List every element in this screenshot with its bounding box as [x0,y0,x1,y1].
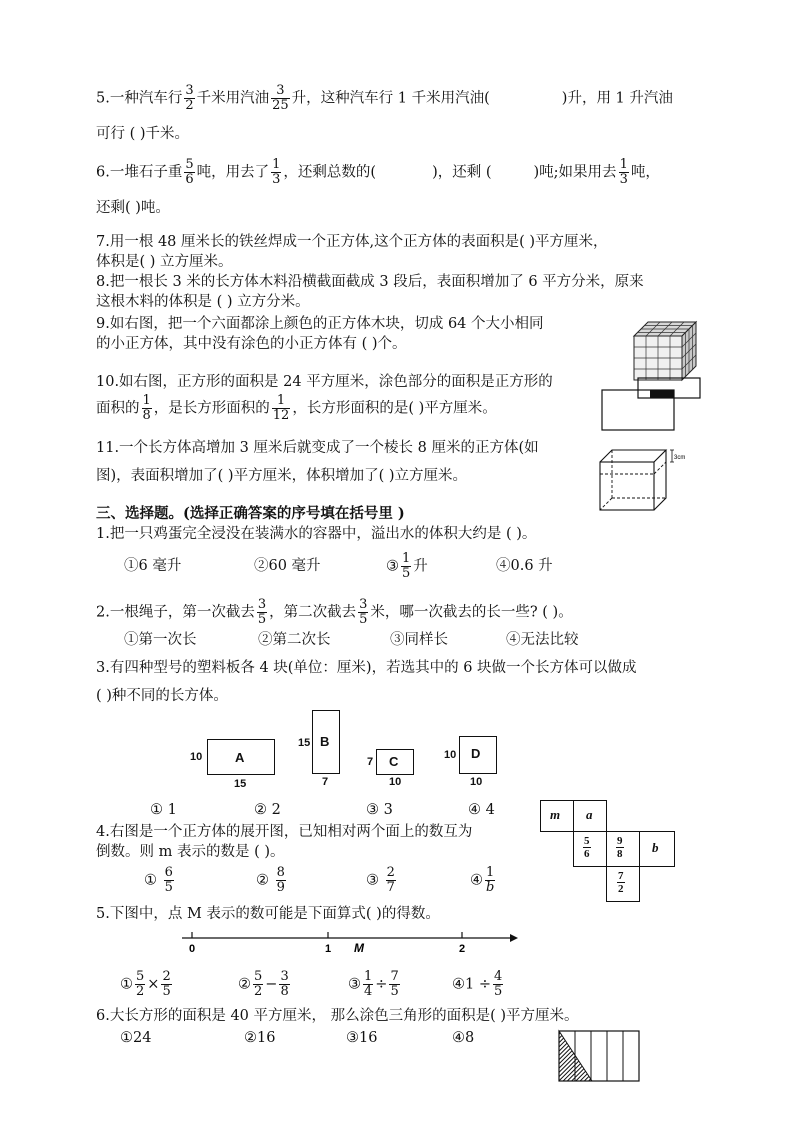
cube-64-figure [630,318,700,382]
section-3-title: 三、选择题。(选择正确答案的序号填在括号里 ) [96,505,405,522]
choice-3-option-1: ① 1 [150,802,177,818]
tick-label-2: 2 [459,943,466,955]
choice-6-option-4: ④8 [452,1030,475,1046]
choice-6-line-1: 6.大长方形的面积是 40 平方厘米， 那么涂色三角形的面积是( )平方厘米。 [96,1008,579,1024]
question-5-line-2: 可行 ( )千米。 [96,126,190,142]
choice-1-option-1: ①6 毫升 [124,558,182,574]
choice-5-option-4: ④1 ÷ $\frac{4}{5}$ [452,969,503,999]
fraction: $\frac{1}{12}$ [272,393,290,423]
choice-6-option-3: ③16 [346,1030,378,1046]
choice-5-option-2: ② $\frac{5}{2}$ − $\frac{3}{8}$ [238,969,289,999]
question-6-line-2: 还剩( )吨。 [96,200,170,216]
number-line [176,928,522,958]
question-11-line-1: 11.一个长方体高增加 3 厘米后就变成了一个棱长 8 厘米的正方体(如 [96,440,539,456]
cube-net-figure: m a $\frac{5}{6}$ $\frac{9}{8}$ b $\frac{7}{2}$ [540,800,676,902]
choice-5-option-1: ① $\frac{5}{2}$ × $\frac{2}{5}$ [120,969,171,999]
fraction: $\frac{1}{3}$ [272,157,281,187]
choice-1-option-3: ③ $\frac{1}{5}$ 升 [386,551,428,581]
choice-6-option-2: ②16 [244,1030,276,1046]
choice-4-option-4: ④ $\frac{1}{b}$ [470,865,495,895]
choice-1-stem: 1.把一只鸡蛋完全浸没在装满水的容器中，溢出水的体积大约是 ( )。 [96,526,537,542]
choice-4-option-2: ② $\frac{8}{9}$ [256,865,285,895]
fraction: $\frac{5}{6}$ [185,157,194,187]
choice-3-line-1: 3.有四种型号的塑料板各 4 块(单位：厘米)，若选其中的 6 块做一个长方体可以做成 [96,660,637,676]
square-rectangle-figure [598,376,702,432]
question-8-line-1: 8.把一根长 3 米的长方体木料沿横截面截成 3 段后，表面积增加了 6 平方分米，原来 [96,274,644,290]
cuboid-figure [594,444,690,514]
tick-label-1: 1 [325,943,332,955]
choice-5-line-1: 5.下图中，点 M 表示的数可能是下面算式( )的得数。 [96,906,440,922]
choice-3-option-4: ④ 4 [468,802,495,818]
rectangle-triangle-figure [556,1028,642,1084]
question-8-line-2: 这根木料的体积是 ( ) 立方分米。 [96,294,310,310]
question-6-line-1: 6.一堆石子重 $\frac{5}{6}$ 吨，用去了 $\frac{1}{3}$ ，还剩总数的( )，还剩 ( )吨;如果用去 $\frac{1}{3}$ 吨， [96,157,660,187]
tick-label-0: 0 [189,943,196,955]
choice-2-stem: 2.一根绳子，第一次截去 $\frac{3}{5}$ ，第二次截去 $\frac{3}{5}$ 米，哪一次截去的长一些? ( )。 [96,597,573,627]
question-10-line-2: 面积的 $\frac{1}{8}$ ，是长方形面积的 $\frac{1}{12}$ ，长方形面积的是( )平方厘米。 [96,393,497,423]
choice-1-option-4: ④0.6 升 [496,558,553,574]
choice-5-option-3: ③ $\frac{1}{4}$ ÷ $\frac{7}{5}$ [348,969,399,999]
fraction: $\frac{1}{3}$ [619,157,628,187]
choice-2-option-3: ③同样长 [390,632,448,648]
choice-1-option-2: ②60 毫升 [254,558,321,574]
choice-3-option-2: ② 2 [254,802,281,818]
choice-4-option-1: ① $\frac{6}{5}$ [144,865,173,895]
fraction: $\frac{3}{25}$ [272,83,289,113]
fraction: $\frac{1}{8}$ [142,393,151,423]
point-m-label: M [354,941,364,955]
cuboid-height-label: 3cm [674,455,686,461]
choice-3-option-3: ③ 3 [366,802,393,818]
question-7-line-2: 体积是( ) 立方厘米。 [96,254,233,270]
question-9-line-2: 的小正方体，其中没有涂色的小正方体有 ( )个。 [96,336,407,352]
choice-3-line-2: ( )种不同的长方体。 [96,688,228,704]
choice-2-option-2: ②第二次长 [258,632,331,648]
fraction: $\frac{3}{2}$ [185,83,194,113]
question-11-line-2: 图)，表面积增加了( )平方厘米，体积增加了( )立方厘米。 [96,468,468,484]
question-5-line-1: 5.一种汽车行 $\frac{3}{2}$ 千米用汽油 $\frac{3}{25}$ 升，这种汽车行 1 千米用汽油( )升，用 1 升汽油 [96,83,673,113]
question-10-line-1: 10.如右图，正方形的面积是 24 平方厘米，涂色部分的面积是正方形的 [96,374,553,390]
choice-2-option-4: ④无法比较 [506,632,579,648]
choice-2-option-1: ①第一次长 [124,632,197,648]
choice-4-line-1: 4.右图是一个正方体的展开图，已知相对两个面上的数互为 [96,824,473,840]
question-7-line-1: 7.用一根 48 厘米长的铁丝焊成一个正方体,这个正方体的表面积是( )平方厘米， [96,234,608,250]
choice-4-option-3: ③ $\frac{2}{7}$ [366,865,395,895]
choice-4-line-2: 倒数。则 m 表示的数是 ( )。 [96,844,285,860]
question-9-line-1: 9.如右图，把一个六面都涂上颜色的正方体木块，切成 64 个大小相同 [96,316,544,332]
choice-6-option-1: ①24 [120,1030,152,1046]
